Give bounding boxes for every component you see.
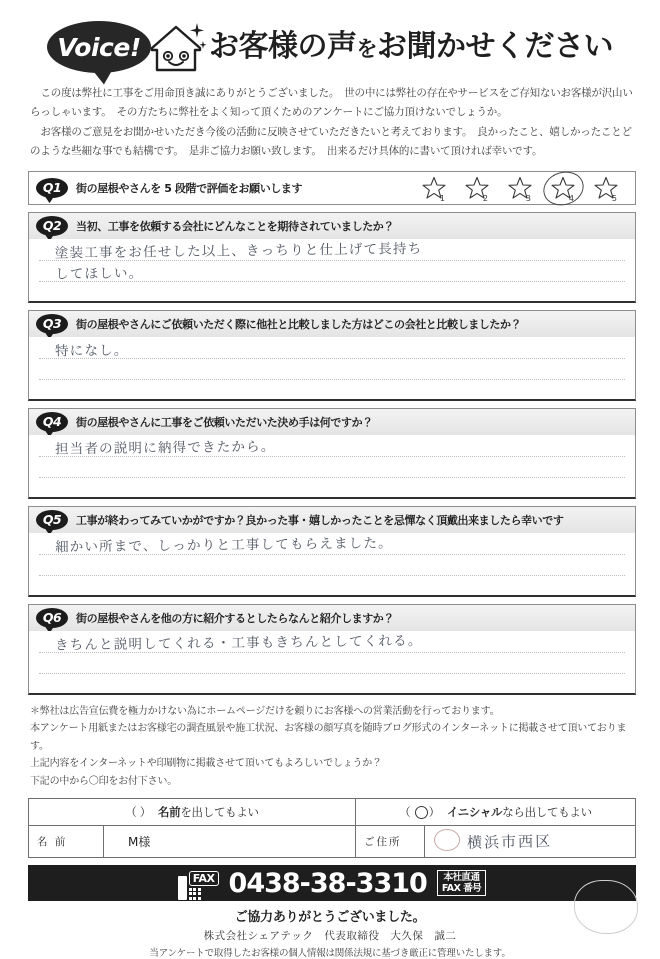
star-option-5[interactable] [593, 175, 619, 201]
star-number-1: 1 [439, 193, 445, 203]
identity-row [29, 826, 636, 858]
rating-stars[interactable] [421, 175, 633, 201]
fax-number: 0438-38-3310 [228, 867, 427, 899]
answer-area-q6[interactable] [29, 631, 635, 693]
fax-body-shape [178, 876, 187, 900]
consent-name-paren-open: （ [125, 805, 140, 820]
question-text-q1: 街の屋根やさんを 5 段階で評価をお願いします [76, 181, 303, 195]
fax-note-line-1: 本社直通 [443, 872, 480, 884]
privacy-note: 当アンケートで取得したお客様の個人情報は関係法規に基づき厳正に管理いたします。 [149, 948, 511, 959]
handwritten-circle-mark [415, 806, 428, 819]
address-value: 横浜市西区 [466, 832, 553, 852]
star-option-3[interactable] [507, 175, 533, 201]
consent-name-tail: を出してもよい [180, 805, 259, 820]
disclaimer-notes [30, 703, 636, 791]
page-header [0, 0, 660, 78]
fax-banner [28, 865, 636, 901]
question-text-q5: 工事が終わってみていかがですか？良かった事・嬉しかったことを忌憚なく頂戴出来ましたら幸いです [76, 513, 564, 527]
fax-machine-icon [178, 867, 219, 900]
answer-area-q2[interactable] [29, 239, 635, 301]
question-header-q3 [29, 311, 635, 337]
question-badge-q2: Q2 [36, 216, 68, 236]
smiling-house-icon [145, 19, 207, 75]
star-option-4[interactable] [550, 175, 576, 201]
question-header-q4 [29, 409, 635, 435]
consent-initial-lead: イニシャル [446, 805, 503, 820]
disclaimer-line-2: 本アンケート用紙またはお客様宅の調査風景や施工状況、お客様の顔写真を随時ブログ形式のインターネットに掲載させて頂いております。 [30, 723, 627, 752]
question-block-q4 [28, 408, 636, 499]
question-badge-q1: Q1 [36, 178, 68, 198]
question-badge-q3: Q3 [36, 314, 68, 334]
handwritten-address-circle [434, 829, 460, 851]
address-value-cell[interactable] [425, 826, 636, 858]
address-label: ご住所 [364, 836, 402, 849]
star-option-1[interactable] [421, 175, 447, 201]
fax-icon-group [189, 867, 219, 900]
question-badge-q5: Q5 [36, 510, 68, 530]
fax-keypad-dots [189, 888, 219, 900]
writing-rule [39, 673, 625, 674]
handwritten-answer-q4: 担当者の説明に納得できたから。 [54, 438, 276, 458]
question-block-q1 [28, 171, 636, 205]
consent-option-name[interactable] [29, 799, 356, 826]
name-label: 名 前 [37, 836, 68, 849]
question-text-q4: 街の屋根やさんに工事をご依頼いただいた決め手は何ですか？ [76, 415, 373, 429]
handwritten-answer-q3: 特になし。 [54, 342, 129, 360]
intro-text [30, 84, 638, 162]
voice-logo-bubble [47, 21, 151, 73]
page-title-main: お客様の声 [209, 29, 357, 64]
question-text-q2: 当初、工事を依頼する会社にどんなことを期待されていましたか？ [76, 219, 394, 233]
question-header-q2 [29, 213, 635, 239]
handwritten-stray-mark [574, 880, 638, 934]
star-number-5: 5 [611, 193, 617, 203]
disclaimer-line-1: ＊弊社は広告宣伝費を極力かけない為にホームページだけを頼りにお客様への営業活動を行っております。 [30, 705, 500, 717]
fax-icon-label: FAX [189, 871, 219, 886]
name-value-cell[interactable] [104, 826, 356, 858]
disclaimer-line-3: 上記内容をインターネットや印刷物に掲載させて頂いてもよろしいでしょうか？ [30, 758, 382, 770]
question-header-q1 [29, 172, 635, 204]
question-label-group-q1 [36, 178, 302, 198]
question-block-q2 [28, 212, 636, 303]
question-badge-q6: Q6 [36, 608, 68, 628]
star-number-2: 2 [482, 193, 488, 203]
handwritten-answer-q5: 細かい所まで、しっかりと工事してもらえました。 [54, 535, 393, 556]
star-number-4: 4 [568, 193, 574, 203]
disclaimer-line-4: 下記の中から〇印をお付下さい。 [30, 775, 177, 787]
consent-initial-paren-close: ） [428, 805, 444, 820]
consent-option-initial[interactable] [356, 799, 636, 826]
fax-note-line-2: FAX 番号 [441, 883, 482, 895]
writing-rule [39, 477, 625, 478]
intro-paragraph-2: お客様のご意見をお聞かせいただき今後の活動に反映させていただきたいと考えております。 良かったこと、嬉しかったことどのような些細な事でも結構です。 是非ご協力お願い致します。 出来るだけ具体的に書いて頂ければ幸いです。 [30, 125, 632, 158]
question-text-q6: 街の屋根やさんを他の方に紹介するとしたらなんと紹介しますか？ [76, 611, 394, 625]
name-value: M様 [128, 835, 151, 850]
page-title-particle: を [356, 37, 377, 61]
page-title-tail: お聞かせください [377, 29, 613, 64]
questions-list [28, 171, 636, 695]
question-header-q6 [29, 605, 635, 631]
consent-initial-tail: なら出してもよい [502, 805, 592, 820]
answer-area-q3[interactable] [29, 337, 635, 399]
star-number-3: 3 [525, 193, 531, 203]
writing-rule [39, 575, 625, 576]
writing-rule [39, 379, 625, 380]
page-title [209, 29, 613, 64]
question-block-q5 [28, 506, 636, 597]
question-block-q6 [28, 604, 636, 695]
question-block-q3 [28, 310, 636, 401]
question-text-q3: 街の屋根やさんにご依頼いただく際に他社と比較しました方はどこの会社と比較しましたか？ [76, 317, 522, 331]
intro-paragraph-1: この度は弊社に工事をご用命頂き誠にありがとうございました。 世の中には弊社の存在やサービスをご存知ないお客様が沢山いらっしゃいます。 その方たちに弊社をよく知って頂くためのアンケートにご協力頂けないでしょうか。 [30, 87, 633, 119]
company-line: 株式会社シェアテック 代表取締役 大久保 誠二 [203, 930, 457, 943]
identity-table [28, 798, 636, 858]
consent-row [29, 799, 636, 826]
answer-area-q4[interactable] [29, 435, 635, 497]
fax-note-badge [437, 870, 486, 896]
answer-area-q5[interactable] [29, 533, 635, 595]
voice-logo-label: Voice! [57, 32, 141, 62]
address-label-cell [356, 826, 425, 858]
name-label-cell [29, 826, 104, 858]
star-option-2[interactable] [464, 175, 490, 201]
consent-initial-paren-open: （ [399, 805, 414, 820]
thanks-text: ご協力ありがとうございました。 [234, 910, 426, 926]
handwritten-answer-q2: 塗装工事をお任せした以上、きっちりと仕上げて長持ち してほしい。 [54, 240, 423, 283]
consent-name-lead: 名前 [157, 805, 181, 820]
consent-name-paren-close: ） [139, 805, 155, 820]
question-header-q5 [29, 507, 635, 533]
question-badge-q4: Q4 [36, 412, 68, 432]
handwritten-answer-q6: きちんと説明してくれる・工事もきちんとしてくれる。 [54, 632, 423, 654]
